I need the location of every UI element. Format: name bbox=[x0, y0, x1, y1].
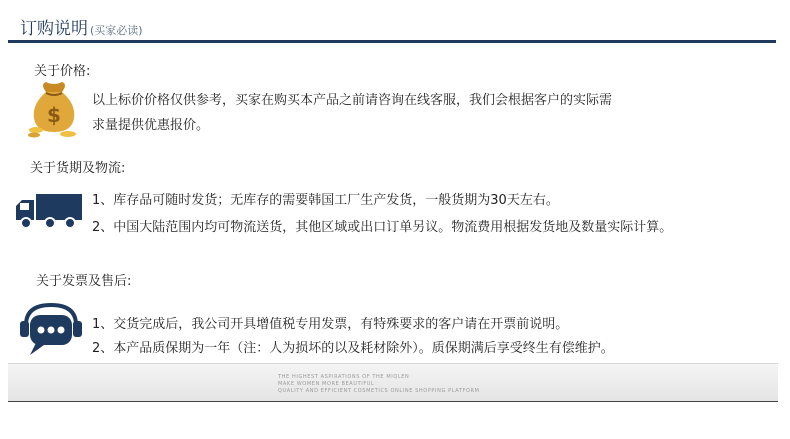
price-line-2: 求量提供优惠报价。 bbox=[92, 118, 210, 133]
price-heading: 关于价格: bbox=[34, 64, 91, 79]
money-bag-icon bbox=[26, 78, 82, 140]
customer-service-chat-icon bbox=[16, 301, 86, 359]
delivery-heading: 关于货期及物流: bbox=[30, 161, 126, 176]
truck-icon bbox=[14, 192, 84, 232]
svg-text:$: $ bbox=[47, 103, 61, 127]
header-divider bbox=[8, 40, 776, 43]
delivery-line-2: 2、中国大陆范围内均可物流送货，其他区域或出口订单另议。物流费用根据发货地及数量实际计算。 bbox=[92, 220, 673, 235]
invoice-heading: 关于发票及售后: bbox=[36, 274, 132, 289]
footer-line-2: MAKE WOMEN MORE BEAUTIFUL bbox=[278, 381, 375, 387]
footer-line-3: QUALITY AND EFFICIENT COSMETICS ONLINE SHOPPING PLATFORM bbox=[278, 388, 480, 394]
invoice-line-1: 1、交货完成后，我公司开具增值税专用发票，有特殊要求的客户请在开票前说明。 bbox=[92, 317, 569, 332]
price-line-1: 以上标价价格仅供参考，买家在购买本产品之前请咨询在线客服，我们会根据客户的实际需 bbox=[92, 93, 613, 108]
page-subtitle: (买家必读) bbox=[90, 24, 143, 37]
invoice-line-2: 2、本产品质保期为一年（注：人为损坏的以及耗材除外）。质保期满后享受终生有偿维护。 bbox=[92, 341, 614, 356]
delivery-line-1: 1、库存品可随时发货；无库存的需要韩国工厂生产发货，一般货期为30天左右。 bbox=[92, 193, 559, 208]
header bbox=[0, 0, 790, 44]
footer-line-1: THE HIGHEST ASPIRATIONS OF THE MIQLEN bbox=[278, 374, 410, 380]
page-title-text: 订购说明 bbox=[20, 19, 88, 39]
footer-divider bbox=[8, 401, 778, 402]
footer-banner bbox=[8, 363, 778, 402]
page-title bbox=[20, 14, 143, 39]
